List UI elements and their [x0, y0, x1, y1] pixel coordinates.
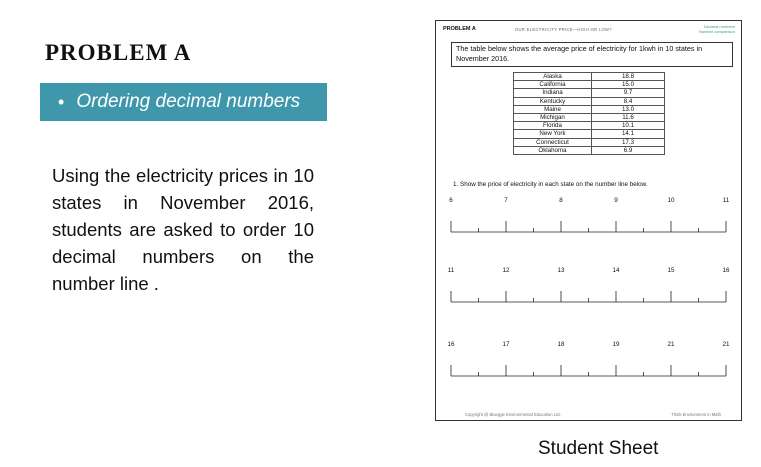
sheet-topic-2: Number comparison: [698, 29, 735, 34]
sheet-header-title: OUR ELECTRICITY PRICE—HIGH OR LOW?: [515, 27, 612, 32]
sheet-copyright: Copyright @ Bluegge Environmental Education Ltd.: [465, 412, 561, 417]
table-row: [514, 97, 665, 105]
subtitle-banner: [40, 83, 327, 121]
sheet-header: [443, 24, 735, 38]
sheet-question: 1. Show the price of electricity in each state on the number line below.: [453, 181, 648, 188]
tick-label: 11: [722, 197, 730, 204]
number-line-svg: [446, 197, 731, 237]
table-row: [514, 89, 665, 97]
state-cell: Alaska: [514, 73, 592, 81]
student-sheet: [435, 20, 742, 421]
tick-label: 13: [557, 267, 565, 274]
subtitle-text: Ordering decimal numbers: [76, 91, 301, 112]
state-cell: Florida: [514, 122, 592, 130]
price-cell: 9.7: [592, 89, 665, 97]
number-line-svg: [446, 341, 731, 381]
price-cell: 8.4: [592, 97, 665, 105]
tick-label: 19: [612, 341, 620, 348]
number-line-2: [446, 267, 731, 307]
tick-label: 12: [502, 267, 510, 274]
tick-label: 16: [447, 341, 455, 348]
sheet-topic-tags: [699, 24, 735, 34]
sheet-problem-label: PROBLEM A: [443, 26, 476, 32]
tick-label: 21: [667, 341, 675, 348]
tick-label: 6: [449, 197, 453, 204]
bullet-icon: •: [58, 91, 65, 112]
table-row: [514, 73, 665, 81]
state-cell: Michigan: [514, 114, 592, 122]
tick-label: 16: [722, 267, 730, 274]
sheet-caption: Student Sheet: [538, 438, 659, 459]
table-row: [514, 130, 665, 138]
sheet-footer-tag: Think Environment in Math: [671, 412, 721, 417]
tick-label: 11: [447, 267, 455, 274]
table-row: [514, 81, 665, 89]
sheet-topic-1: Decimal numbers: [703, 24, 735, 29]
tick-label: 15: [667, 267, 675, 274]
number-line-1: [446, 197, 731, 237]
table-row: [514, 146, 665, 154]
problem-title: PROBLEM A: [45, 40, 192, 65]
price-cell: 14.1: [592, 130, 665, 138]
price-cell: 17.3: [592, 138, 665, 146]
price-cell: 18.8: [592, 73, 665, 81]
state-cell: Connecticut: [514, 138, 592, 146]
number-line-svg: [446, 267, 731, 307]
table-row: [514, 114, 665, 122]
state-cell: Kentucky: [514, 97, 592, 105]
tick-label: 14: [612, 267, 620, 274]
tick-label: 8: [559, 197, 563, 204]
price-cell: 6.9: [592, 146, 665, 154]
number-line-3: [446, 341, 731, 381]
state-cell: New York: [514, 130, 592, 138]
table-row: [514, 105, 665, 113]
state-cell: Oklahoma: [514, 146, 592, 154]
tick-label: 21: [722, 341, 730, 348]
price-cell: 13.0: [592, 105, 665, 113]
state-cell: California: [514, 81, 592, 89]
table-row: [514, 138, 665, 146]
price-cell: 11.6: [592, 114, 665, 122]
table-row: [514, 122, 665, 130]
tick-label: 7: [504, 197, 508, 204]
tick-label: 18: [557, 341, 565, 348]
price-table: [513, 72, 665, 155]
description-text: Using the electricity prices in 10 states in November 2016, students are asked to order 10 decimal numbers on the number line .: [52, 165, 314, 294]
state-cell: Indiana: [514, 89, 592, 97]
sheet-intro: The table below shows the average price of electricity for 1kwh in 10 states in November 2016.: [451, 42, 733, 67]
tick-label: 17: [502, 341, 510, 348]
tick-label: 10: [667, 197, 675, 204]
tick-label: 9: [614, 197, 618, 204]
state-cell: Maine: [514, 105, 592, 113]
price-cell: 10.1: [592, 122, 665, 130]
price-cell: 15.0: [592, 81, 665, 89]
